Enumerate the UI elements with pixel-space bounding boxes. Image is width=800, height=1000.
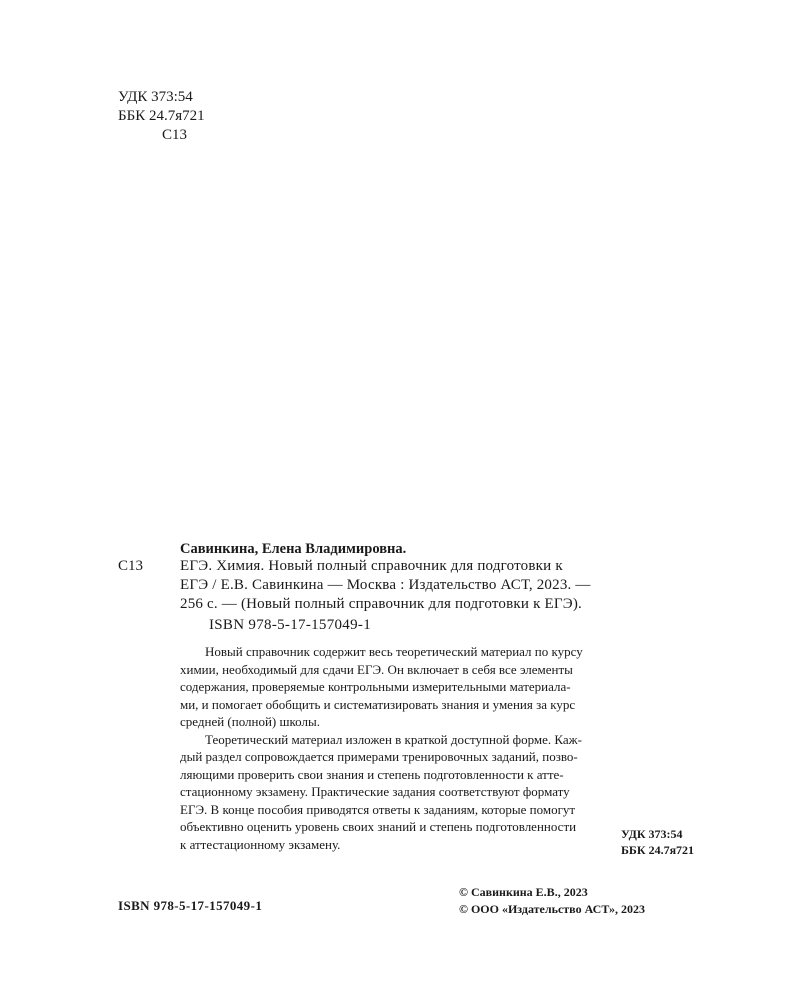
biblio-line: ЕГЭ. Химия. Новый полный справочник для подготовки к [180, 558, 563, 574]
bbk-code-bottom: ББК 24.7я721 [621, 843, 695, 857]
abstract-line: объективно оценить уровень своих знаний и степень подготовленности [180, 819, 577, 834]
abstract-line: к аттестационному экзамену. [180, 836, 341, 852]
abstract-line: Новый справочник содержит весь теоретический материал по курсу [205, 644, 583, 659]
biblio-line: ЕГЭ / Е.В. Савинкина — Москва : Издательство АСТ, 2023. — [180, 577, 591, 593]
abstract-line: ляющими проверить свои знания и степень подготовленности к атте- [180, 766, 564, 782]
classification-codes [118, 88, 205, 145]
copyright-author: © Савинкина Е.В., 2023 [459, 885, 588, 899]
classification-codes-bottom [621, 826, 694, 858]
abstract-line: ми, и помогает обобщить и систематизировать знания и умения за курс [180, 696, 576, 712]
abstract-line: дый раздел сопровождается примерами тренировочных заданий, позво- [180, 749, 578, 764]
abstract-line: ЕГЭ. В конце пособия приводятся ответы к заданиям, которые помогут [180, 801, 576, 817]
udk-code-bottom: УДК 373:54 [621, 827, 683, 841]
abstract-line: химии, необходимый для сдачи ЕГЭ. Он включает в себя все элементы [180, 661, 573, 677]
biblio-line: 256 с. — (Новый полный справочник для подготовки к ЕГЭ). [180, 596, 582, 612]
abstract [180, 643, 720, 853]
author-sign: С13 [162, 127, 188, 143]
abstract-line: содержания, проверяемые контрольными измерительными материала- [180, 679, 571, 694]
abstract-line: Теоретический материал изложен в краткой доступной форме. Каж- [205, 731, 582, 747]
copyright-block [459, 884, 645, 918]
copyright-publisher: © ООО «Издательство АСТ», 2023 [459, 902, 646, 916]
author-name: Савинкина, Елена Владимировна. [180, 541, 407, 557]
udk-code: УДК 373:54 [118, 89, 193, 105]
isbn-main: ISBN 978-5-17-157049-1 [209, 617, 372, 633]
bbk-code: ББК 24.7я721 [118, 108, 205, 124]
bibliographic-description [180, 557, 722, 614]
abstract-line: средней (полной) школы. [180, 714, 320, 729]
author-sign-left: С13 [118, 558, 144, 574]
isbn-bottom: ISBN 978-5-17-157049-1 [118, 898, 263, 913]
abstract-line: стационному экзамену. Практические задания соответствуют формату [180, 784, 570, 799]
